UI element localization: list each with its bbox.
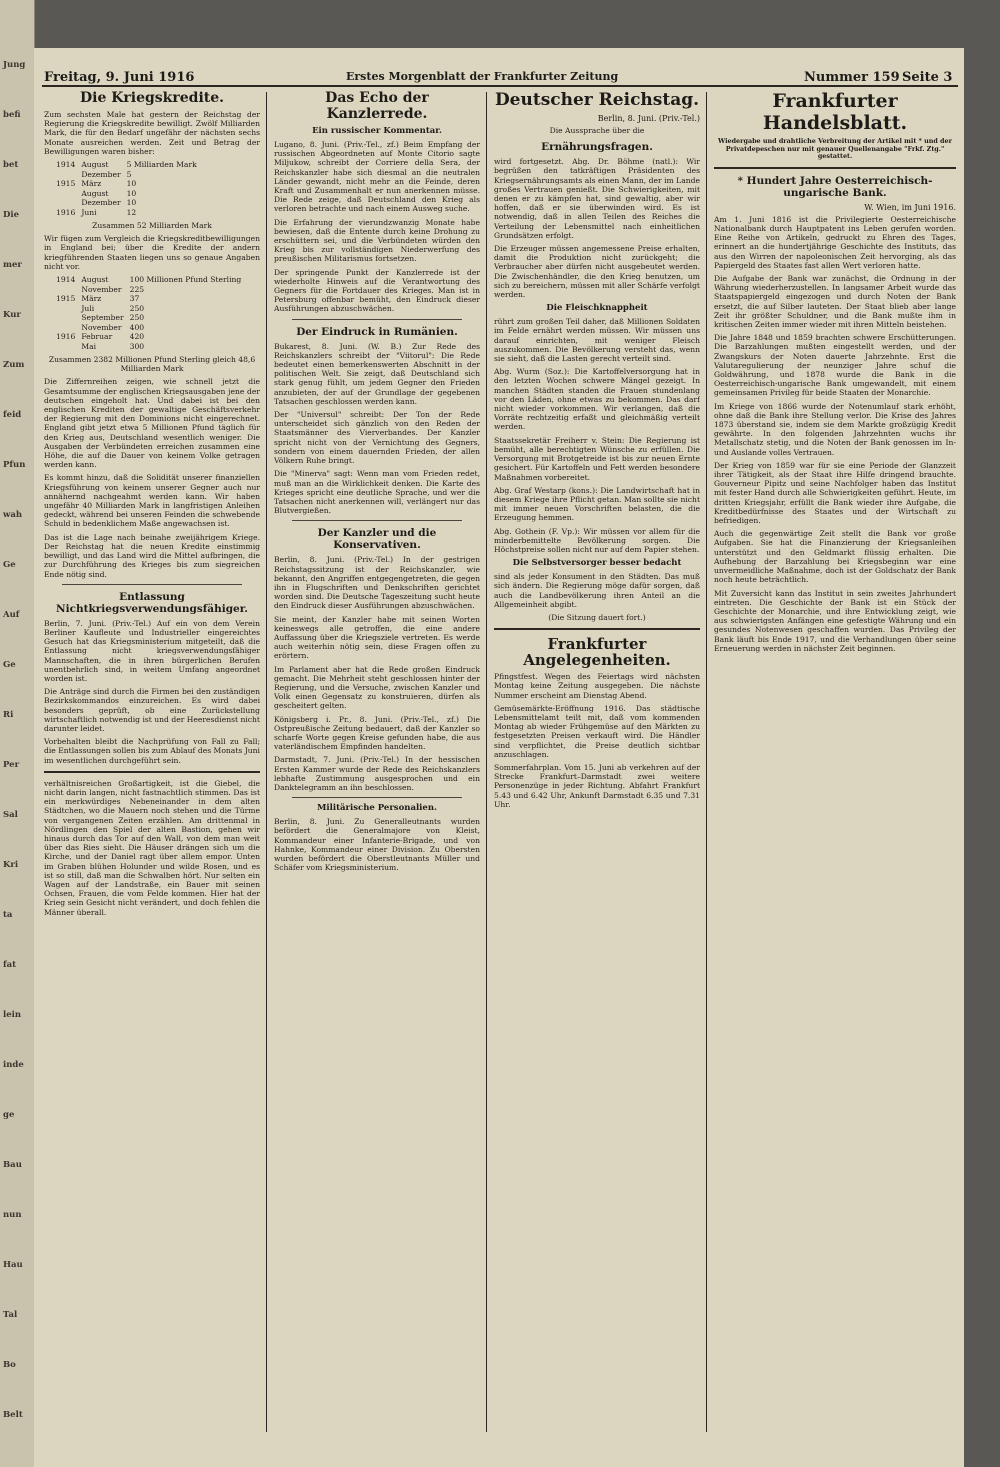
page-number: Seite 3: [902, 70, 953, 85]
section-rule: [714, 167, 956, 169]
uk-credit-row: [56, 275, 247, 285]
paragraph: Berlin, 8. Juni. (Priv.-Tel.) In der gestrigen Reichstagssitzung ist der Reichskanzler, wie bekannt, den Angriffen entgegengetreten, die gegen ihn in Flugschriften und Denkschriften gerichtet worden sind. Die Deutsche Tageszeitung sucht heute den Eindruck dieser Ausführungen abzuschwächen.: [274, 555, 480, 611]
strip-fragment: Jung: [3, 60, 26, 70]
table-cell: Dezember: [81, 198, 121, 208]
dateline: Berlin, 8. Juni. (Priv.-Tel.): [597, 114, 700, 123]
paragraph: Wir fügen zum Vergleich die Kriegskreditbewilligungen in England bei; über die Kredite der andern kriegführenden Staaten liegen uns so genaue Angaben nicht vor.: [44, 234, 260, 271]
strip-fragment: Auf: [3, 610, 20, 620]
column-2: [274, 90, 480, 1450]
paragraph: Mit Zuversicht kann das Institut in sein zweites Jahrhundert eintreten. Die Geschichte der Bank ist ein Stück der Geschichte der Monarchie, und ihre Entwicklung zeigt, wie aus schwierigsten Anfängen eine gefestigte Währung und ein gesundes Notenwesen geschaffen wurden. Das Privileg der Bank läuft bis Ende 1917, und die Verhandlungen über seine Erneuerung werden in nächster Zeit beginnen.: [714, 588, 956, 653]
table-cell: 420: [129, 332, 145, 342]
strip-fragment: mer: [3, 260, 22, 270]
adjacent-page-strip: [0, 0, 35, 1467]
table-cell: [56, 304, 81, 314]
table-cell: 10: [126, 179, 137, 189]
feuilleton-rule: [44, 771, 260, 773]
paragraph: Abg. Gothein (F. Vp.): Wir müssen vor allem für die minderbemittelte Bevölkerung sorgen. Die Höchstpreise sollen nicht nur auf dem Papier stehen.: [494, 526, 700, 554]
paragraph: Die Aufgabe der Bank war zunächst, die Ordnung in der Währung wiederherzustellen. In langsamer Arbeit wurde das Staatspapiergeld eingezogen und durch Noten der Bank ersetzt, die auf Silber lauteten. Der Staat blieb aber lange Zeit ihr größter Schuldner, und die Bank mußte ihm in kritischen Zeiten immer wieder mit ihren Mitteln beistehen.: [714, 274, 956, 330]
paragraph: wird fortgesetzt. Abg. Dr. Böhme (natl.): Wir begrüßen den tatkräftigen Präsidenten des Kriegsernährungsamts als einen Mann, der im Lande großes Vertrauen genießt. Die Schwierigkeiten, mit denen er zu kämpfen hat, sind gewaltig, aber wir hoffen, daß er sie überwinden wird. Es ist notwendig, daß in allen Teilen des Reiches die Verteilung der Lebensmittel nach einheitlichen Grundsätzen erfolgt.: [494, 157, 700, 240]
paragraph: Im Parlament aber hat die Rede großen Eindruck gemacht. Die Mehrheit steht geschlossen hinter der Regierung, und die Versuche, zwischen Kanzler und Volk einen Gegensatz zu konstruieren, dürfen als gescheitert gelten.: [274, 664, 480, 711]
paragraph: Die Aussprache über die: [549, 126, 645, 135]
paragraph: Das ist die Lage nach beinahe zweijährigem Kriege. Der Reichstag hat die neuen Kredite einstimmig bewilligt, und das Land wird die Mittel aufbringen, die zur Durchführung des Krieges bis zum siegreichen Ende nötig sind.: [44, 532, 260, 579]
table-cell: 1914: [56, 160, 76, 170]
section-heading: Militärische Personalien.: [317, 803, 437, 814]
paragraph: Der springende Punkt der Kanzlerrede ist der wiederholte Hinweis auf die Verantwortung des Gegners für die Fortdauer des Krieges. Man ist in Petersburg offenbar bemüht, den Eindruck dieser Ausführungen abzuschwächen.: [274, 267, 480, 314]
credit-row: [56, 179, 203, 189]
uk-credit-total: Zusammen 2382 Millionen Pfund Sterling gleich 48,6 Milliarden Mark: [48, 355, 256, 374]
table-cell: 1916: [56, 332, 76, 342]
paragraph: Sommerfahrplan. Vom 15. Juni ab verkehren auf der Strecke Frankfurt–Darmstadt zwei weitere Personenzüge in jeder Richtung. Abfahrt Frankfurt 5.43 und 6.42 Uhr, Ankunft Darmstadt 6.35 und 7.31 Uhr.: [494, 762, 700, 809]
credit-row: [56, 170, 203, 180]
strip-fragment: Kri: [3, 860, 19, 870]
article-subtitle: Ein russischer Kommentar.: [312, 126, 442, 136]
strip-fragment: Bau: [3, 1160, 22, 1170]
paragraph: Vorbehalten bleibt die Nachprüfung von Fall zu Fall; die Entlassungen sollen bis zum Ablauf des Monats Juni im wesentlichen durchgeführt sein.: [44, 737, 260, 765]
strip-fragment: bet: [3, 160, 19, 170]
newspaper-page: [34, 48, 964, 1467]
strip-fragment: lein: [3, 1010, 22, 1020]
paragraph: Die Erzeuger müssen angemessene Preise erhalten, damit die Produktion nicht zurückgeht; die Verbraucher aber dürfen nicht ausgebeutet werden. Die Zwischenhändler, die den Krieg benutzen, um sich zu bereichern, müssen mit aller Schärfe verfolgt werden.: [494, 244, 700, 300]
paragraph: Der Krieg von 1859 war für sie eine Periode der Glanzzeit ihrer Tätigkeit, als der Staat ihre Hilfe dringend brauchte. Gouverneur Pipitz und seine Nachfolger haben das Institut mit fester Hand durch alle Schwierigkeiten geführt. Heute, im dritten Kriegsjahr, erfüllt die Bank wieder ihre Aufgabe, die Kreditbedürfnisse des Staates und der Wirtschaft zu befriedigen.: [714, 460, 956, 526]
paragraph: Gemüsemärkte-Eröffnung 1916. Das städtische Lebensmittelamt teilt mit, daß vom kommenden Montag ab wieder Frühgemüse auf den Märkten zu festgesetzten Preisen verkauft wird. Die Händler sind verpflichtet, die Preise deutlich sichtbar anzuschlagen.: [494, 703, 700, 759]
table-cell: 400: [129, 322, 145, 332]
strip-fragment: ta: [3, 910, 13, 920]
page-header: [34, 48, 964, 88]
column-rule: [486, 92, 487, 1432]
table-cell: [56, 285, 81, 295]
table-cell: Mai: [81, 341, 97, 351]
strip-fragment: feid: [3, 410, 22, 420]
table-cell: 12: [126, 207, 137, 217]
column-rule: [706, 92, 707, 1432]
dateline: W. Wien, im Juni 1916.: [864, 202, 956, 212]
strip-fragment: nun: [3, 1210, 22, 1220]
article-title: Entlassung Nichtkriegsverwendungsfähiger.: [56, 590, 248, 615]
table-cell: 5 Milliarden Mark: [126, 160, 197, 170]
table-cell: 37: [129, 294, 140, 304]
edition-title: Erstes Morgenblatt der Frankfurter Zeitung: [346, 70, 619, 83]
paragraph: Abg. Wurm (Soz.): Die Kartoffelversorgung hat in den letzten Wochen schwere Mängel gezeigt. In manchen Städten standen die Frauen stundenlang vor den Läden, ohne etwas zu bekommen. Das darf nicht wieder vorkommen. Wir verlangen, daß die Vorräte rechtzeitig erfaßt und gleichmäßig verteilt werden.: [494, 367, 700, 432]
strip-fragment: fat: [3, 960, 17, 970]
table-cell: [56, 198, 81, 208]
uk-credit-row: [56, 285, 247, 295]
table-cell: 10: [126, 198, 137, 208]
uk-credit-row: [56, 294, 247, 304]
paragraph: Staatssekretär Freiherr v. Stein: Die Regierung ist bemüht, alle berechtigten Wünsche zu erfüllen. Die Versorgung mit Brotgetreide ist bis zur neuen Ernte gesichert. Für Kartoffeln und Fett werden besondere Maßnahmen vorbereitet.: [494, 435, 700, 482]
strip-fragment: Ge: [3, 560, 16, 570]
divider: [292, 520, 462, 521]
paragraph: Im Kriege von 1866 wurde der Notenumlauf stark erhöht, ohne daß die Bank ihre Stellung verlor. Die Krise des Jahres 1873 überstand sie, indem sie dem Markte großzügig Kredit gewährte. In den folgenden Jahrzehnten wuchs ihr Metallschatz stetig, und die Noten der Bank genossen im In- und Auslande volles Vertrauen.: [714, 401, 956, 457]
table-cell: März: [81, 179, 102, 189]
paragraph: Berlin, 8. Juni. Zu Generalleutnants wurden befördert die Generalmajore von Kleist, Kommandeur einer Infanterie-Brigade, und von Hahnke, Kommandeur einer Division. Zu Obersten wurden befördert die Oberstleutnants Müller und Schäfer vom Kriegsministerium.: [274, 817, 480, 873]
section-heading: Die Fleischknappheit: [546, 303, 648, 314]
table-cell: August: [81, 275, 109, 285]
paragraph: Abg. Graf Westarp (kons.): Die Landwirtschaft hat in diesem Kriege ihre Pflicht getan. Man sollte sie nicht mit immer neuen Vorschriften belasten, die die Erzeugung hemmen.: [494, 485, 700, 523]
topic-heading: Ernährungsfragen.: [541, 141, 653, 154]
table-cell: November: [81, 322, 122, 332]
credit-row: [56, 198, 203, 208]
uk-credit-row: [56, 313, 247, 323]
table-cell: 250: [129, 313, 145, 323]
table-cell: November: [81, 284, 122, 294]
article-title: Die Kriegskredite.: [79, 90, 225, 106]
strip-fragment: Belt: [3, 1410, 23, 1420]
paragraph: Darmstadt, 7. Juni. (Priv.-Tel.) In der hessischen Ersten Kammer wurde der Rede des Reichskanzlers lebhafte Zustimmung ausgesprochen und ein Danktelegramm an ihn beschlossen.: [274, 755, 480, 792]
paragraph: Pfingstfest. Wegen des Feiertags wird nächsten Montag keine Zeitung ausgegeben. Die nächste Nummer erscheint am Dienstag Abend.: [494, 672, 700, 700]
divider: [62, 584, 242, 585]
strip-fragment: inde: [3, 1060, 24, 1070]
column-3: [494, 90, 700, 1450]
paragraph: Sie meint, der Kanzler habe mit seinen Worten keineswegs alle getroffen, die eine andere Auffassung über die Kriegsziele vertreten. Es werde auch weiterhin nötig sein, diese Fragen offen zu erörtern.: [274, 614, 480, 661]
paragraph: Die Jahre 1848 und 1859 brachten schwere Erschütterungen. Die Barzahlungen mußten eingestellt werden, und der Zwangskurs der Noten dauerte Jahrzehnte. Erst die Valutaregulierung der neunziger Jahre schuf die Goldwährung, und 1878 wurde die Bank in die Oesterreichisch-ungarische Bank umgewandelt, mit einem gemeinsamen Privileg für beide Staaten der Monarchie.: [714, 333, 956, 398]
table-cell: 10: [126, 188, 137, 198]
paragraph: Auch die gegenwärtige Zeit stellt die Bank vor große Aufgaben. Sie hat die Finanzierung der Kriegsanleihen unterstützt und den Geldmarkt flüssig erhalten. Die Aufhebung der Barzahlung bei Kriegsbeginn war eine unvermeidliche Maßnahme, doch ist der Goldschatz der Bank noch heute beträchtlich.: [714, 529, 956, 585]
table-cell: 1915: [56, 294, 76, 304]
strip-fragment: Hau: [3, 1260, 23, 1270]
strip-fragment: Zum: [3, 360, 25, 370]
article-title: Deutscher Reichstag.: [494, 90, 700, 110]
strip-fragment: Ge: [3, 660, 16, 670]
section-title: Frankfurter Handelsblatt.: [762, 90, 908, 134]
section-heading: Der Kanzler und die Konservativen.: [317, 527, 437, 552]
table-cell: [56, 313, 81, 323]
table-cell: [56, 323, 81, 333]
paragraph: Am 1. Juni 1816 ist die Privilegierte Oesterreichische Nationalbank durch Hauptpatent ins Leben gerufen worden. Eine Reihe von Artikeln, gedruckt zu Ehren des Tages, erinnert an die hundertjährige Geschichte des Instituts, das aus den Wirren der napoleonischen Zeit hervorging, als das Papiergeld des Staates fast allen Wert verloren hatte.: [714, 214, 956, 270]
strip-fragment: Tal: [3, 1310, 18, 1320]
strip-fragment: Sal: [3, 810, 18, 820]
paragraph: Königsberg i. Pr., 8. Juni. (Priv.-Tel., zf.) Die Ostpreußische Zeitung bedauert, daß der Kanzler so scharfe Worte gegen Kreise gefunden habe, die aus vaterländischem Empfinden handelten.: [274, 714, 480, 752]
uk-credit-row: [56, 332, 247, 342]
table-cell: Juli: [81, 303, 95, 313]
uk-credit-row: [56, 304, 247, 314]
uk-credit-row: [56, 342, 247, 352]
table-cell: 5: [126, 169, 132, 179]
column-1: [44, 90, 260, 1450]
header-rule: [42, 85, 958, 87]
issue-date: Freitag, 9. Juni 1916: [44, 70, 195, 85]
table-cell: 300: [129, 341, 145, 351]
credit-row: [56, 208, 203, 218]
section-heading: Der Eindruck in Rumänien.: [296, 325, 458, 338]
strip-fragment: Ri: [3, 710, 14, 720]
credit-row: [56, 189, 203, 199]
uk-credit-row: [56, 323, 247, 333]
strip-fragment: Per: [3, 760, 20, 770]
credit-total: Zusammen 52 Milliarden Mark: [92, 221, 212, 231]
strip-fragment: ge: [3, 1110, 15, 1120]
divider: [292, 797, 462, 798]
paragraph: Die Anträge sind durch die Firmen bei den zuständigen Bezirkskommandos einzureichen. Es wird dabei besonders geprüft, ob eine Zurückstellung wirtschaftlich notwendig ist und der Heeresdienst nicht darunter leidet.: [44, 687, 260, 733]
credit-table: [56, 160, 203, 217]
strip-fragment: wah: [3, 510, 23, 520]
column-rule: [266, 92, 267, 1432]
paragraph: Die Erfahrung der vierundzwanzig Monate habe bewiesen, daß die Entente durch keine Drohung zu erschüttern sei, und die Verbündeten würden den Krieg bis zur vollständigen Niederwerfung des preußischen Militarismus fortsetzen.: [274, 217, 480, 264]
table-cell: September: [81, 313, 124, 323]
table-cell: Dezember: [81, 169, 121, 179]
table-cell: 100 Millionen Pfund Sterling: [129, 275, 242, 285]
table-cell: März: [81, 294, 102, 304]
table-cell: [56, 189, 81, 199]
paragraph: Zum sechsten Male hat gestern der Reichstag der Regierung die Kriegskredite bewilligt. Zwölf Milliarden Mark, die für den Bedarf ungefähr der nächsten sechs Monate ausreichen werden. Zeit und Betrag der Bewilligungen waren bisher:: [44, 110, 260, 156]
strip-fragment: Bo: [3, 1360, 16, 1370]
article-title: Das Echo der Kanzlerrede.: [325, 90, 429, 122]
table-cell: 1915: [56, 179, 76, 189]
uk-credit-table: [56, 275, 247, 351]
paragraph: Die "Minerva" sagt: Wenn man vom Frieden redet, muß man an die Wirklichkeit denken. Die Karte des Krieges spricht eine deutliche Sprache, und wer die Tatsachen nicht anerkennen will, verlängert nur das Blutvergießen.: [274, 469, 480, 516]
paragraph: Der "Universul" schreibt: Der Ton der Rede unterscheidet sich gänzlich von den Reden der Staatsmänner des Vierverbandes. Der Kanzler spricht nicht von der Vernichtung des Gegners, sondern von einem dauernden Frieden, der allen Völkern Ruhe bringt.: [274, 410, 480, 466]
issue-number: Nummer 159: [804, 70, 900, 85]
table-cell: Februar: [81, 332, 113, 342]
table-cell: 1916: [56, 207, 76, 217]
paragraph: Berlin, 7. Juni. (Priv.-Tel.) Auf ein von dem Verein Berliner Kaufleute und Industrieller eingereichtes Gesuch hat das Kriegsministerium mitgeteilt, daß die Entlassung nicht kriegsverwendungsfähiger Mannschaften, die in ihren bürgerlichen Berufen unentbehrlich sind, in weitem Umfang angeordnet worden ist.: [44, 618, 260, 683]
session-note: (Die Sitzung dauert fort.): [548, 612, 646, 622]
section-heading: Die Selbstversorger besser bedacht: [512, 558, 682, 569]
table-cell: [56, 342, 81, 352]
article-title: Frankfurter Angelegenheiten.: [523, 635, 671, 670]
credit-row: [56, 160, 203, 170]
table-cell: 225: [129, 284, 145, 294]
paragraph: Die Ziffernreihen zeigen, wie schnell jetzt die Gesamtsumme der englischen Kriegsausgaben jene der deutschen eingeholt hat. Und dabei ist bei den englischen Krediten der gewaltige Geschäftsverkehr der Regierung mit den Dominions nicht eingerechnet. England gibt jetzt etwa 5 Millionen Pfund täglich für den Krieg aus, Deutschland wesentlich weniger. Die Ausgaben der Verbündeten erreichen zusammen eine Höhe, die auf die Dauer von keinem Volke getragen werden kann.: [44, 377, 260, 470]
strip-fragment: befi: [3, 110, 21, 120]
divider: [292, 319, 462, 320]
table-cell: August: [81, 160, 109, 170]
table-cell: 250: [129, 303, 145, 313]
reprint-note: Wiedergabe und drahtliche Verbreitung der Artikel mit * und der Privatdepeschen nur mit genauer Quellenangabe "Frkf. Ztg." gestattet.: [718, 137, 952, 161]
column-4: [714, 90, 956, 1450]
table-cell: [56, 170, 81, 180]
section-rule: [494, 628, 700, 630]
paragraph: Bukarest, 8. Juni. (W. B.) Zur Rede des Reichskanzlers schreibt der "Viitorul": Die Rede bedeutet einen bemerkenswerten Abschnitt in der politischen Welt. Sie zeigt, daß Deutschland sich stark genug fühlt, um jedem Gegner den Frieden anzubieten, der auf der Grundlage der gegebenen Tatsachen geschlossen werden kann.: [274, 341, 480, 406]
paragraph: Lugano, 8. Juni. (Priv.-Tel., zf.) Beim Empfang der russischen Abgeordneten auf Monte Citorio sagte Miljukow, schreibt der Corriere della Sera, der Reichskanzler habe sich diesmal an die neutralen Länder gewandt, nicht mehr an die Feinde, deren Kraft und Zusammenhalt er nun anerkennen müsse. Die Rede zeige, daß Deutschland den Krieg als verloren betrachte und nach einem Ausweg suche.: [274, 140, 480, 214]
strip-fragment: Die: [3, 210, 20, 220]
paragraph: Es kommt hinzu, daß die Solidität unserer finanziellen Kriegsführung von keinem unserer Gegner auch nur annähernd nachgeahmt werden kann. Wir haben ungefähr 40 Milliarden Mark in langfristigen Anleihen gedeckt, während bei unseren Feinden die schwebende Schuld in bedenklichem Maße angewachsen ist.: [44, 473, 260, 529]
article-title: * Hundert Jahre Oesterreichisch-ungarische Bank.: [737, 174, 933, 199]
strip-fragment: Pfun: [3, 460, 26, 470]
feuilleton-text: verhältnisreichen Großartigkeit, ist die Giebel, die nicht darin langen, nicht fastnachtlich stimmen. Das ist ein merkwürdiges Nebeneinander in dem alten Städtchen, wo die Mauern noch stehen und die Türme von vergangenen Zeiten erzählen. Am drittenmal in Nördlingen den Spiel der alten Bastion, gehen wir hinaus durch das Tor auf den Wall, von dem man weit über das Ries sieht. Die Häuser drängen sich um die Kirche, und der Daniel ragt über allem empor. Unten im Graben blühen Holunder und wilde Rosen, und es ist so still, daß man die Schwalben hört. Nur selten ein Wagen auf der Landstraße, ein Bauer mit seinen Ochsen, Frauen, die vom Felde kommen. Hier hat der Krieg sein Gesicht nicht verändert, und doch fehlen die Männer überall.: [44, 778, 260, 917]
strip-fragment: Kur: [3, 310, 21, 320]
paragraph: sind als jeder Konsument in den Städten. Das muß sich ändern. Die Regierung möge dafür sorgen, daß auch die Landbevölkerung ihren Anteil an die Allgemeinheit abgibt.: [494, 572, 700, 609]
table-cell: 1914: [56, 275, 76, 285]
table-cell: August: [81, 188, 109, 198]
table-cell: Juni: [81, 207, 97, 217]
paragraph: rührt zum großen Teil daher, daß Millionen Soldaten im Felde ernährt werden müssen. Wir müssen uns darauf einrichten, mit weniger Fleisch auszukommen. Die Bevölkerung versteht das, wenn sie sieht, daß die Lasten gerecht verteilt sind.: [494, 317, 700, 364]
